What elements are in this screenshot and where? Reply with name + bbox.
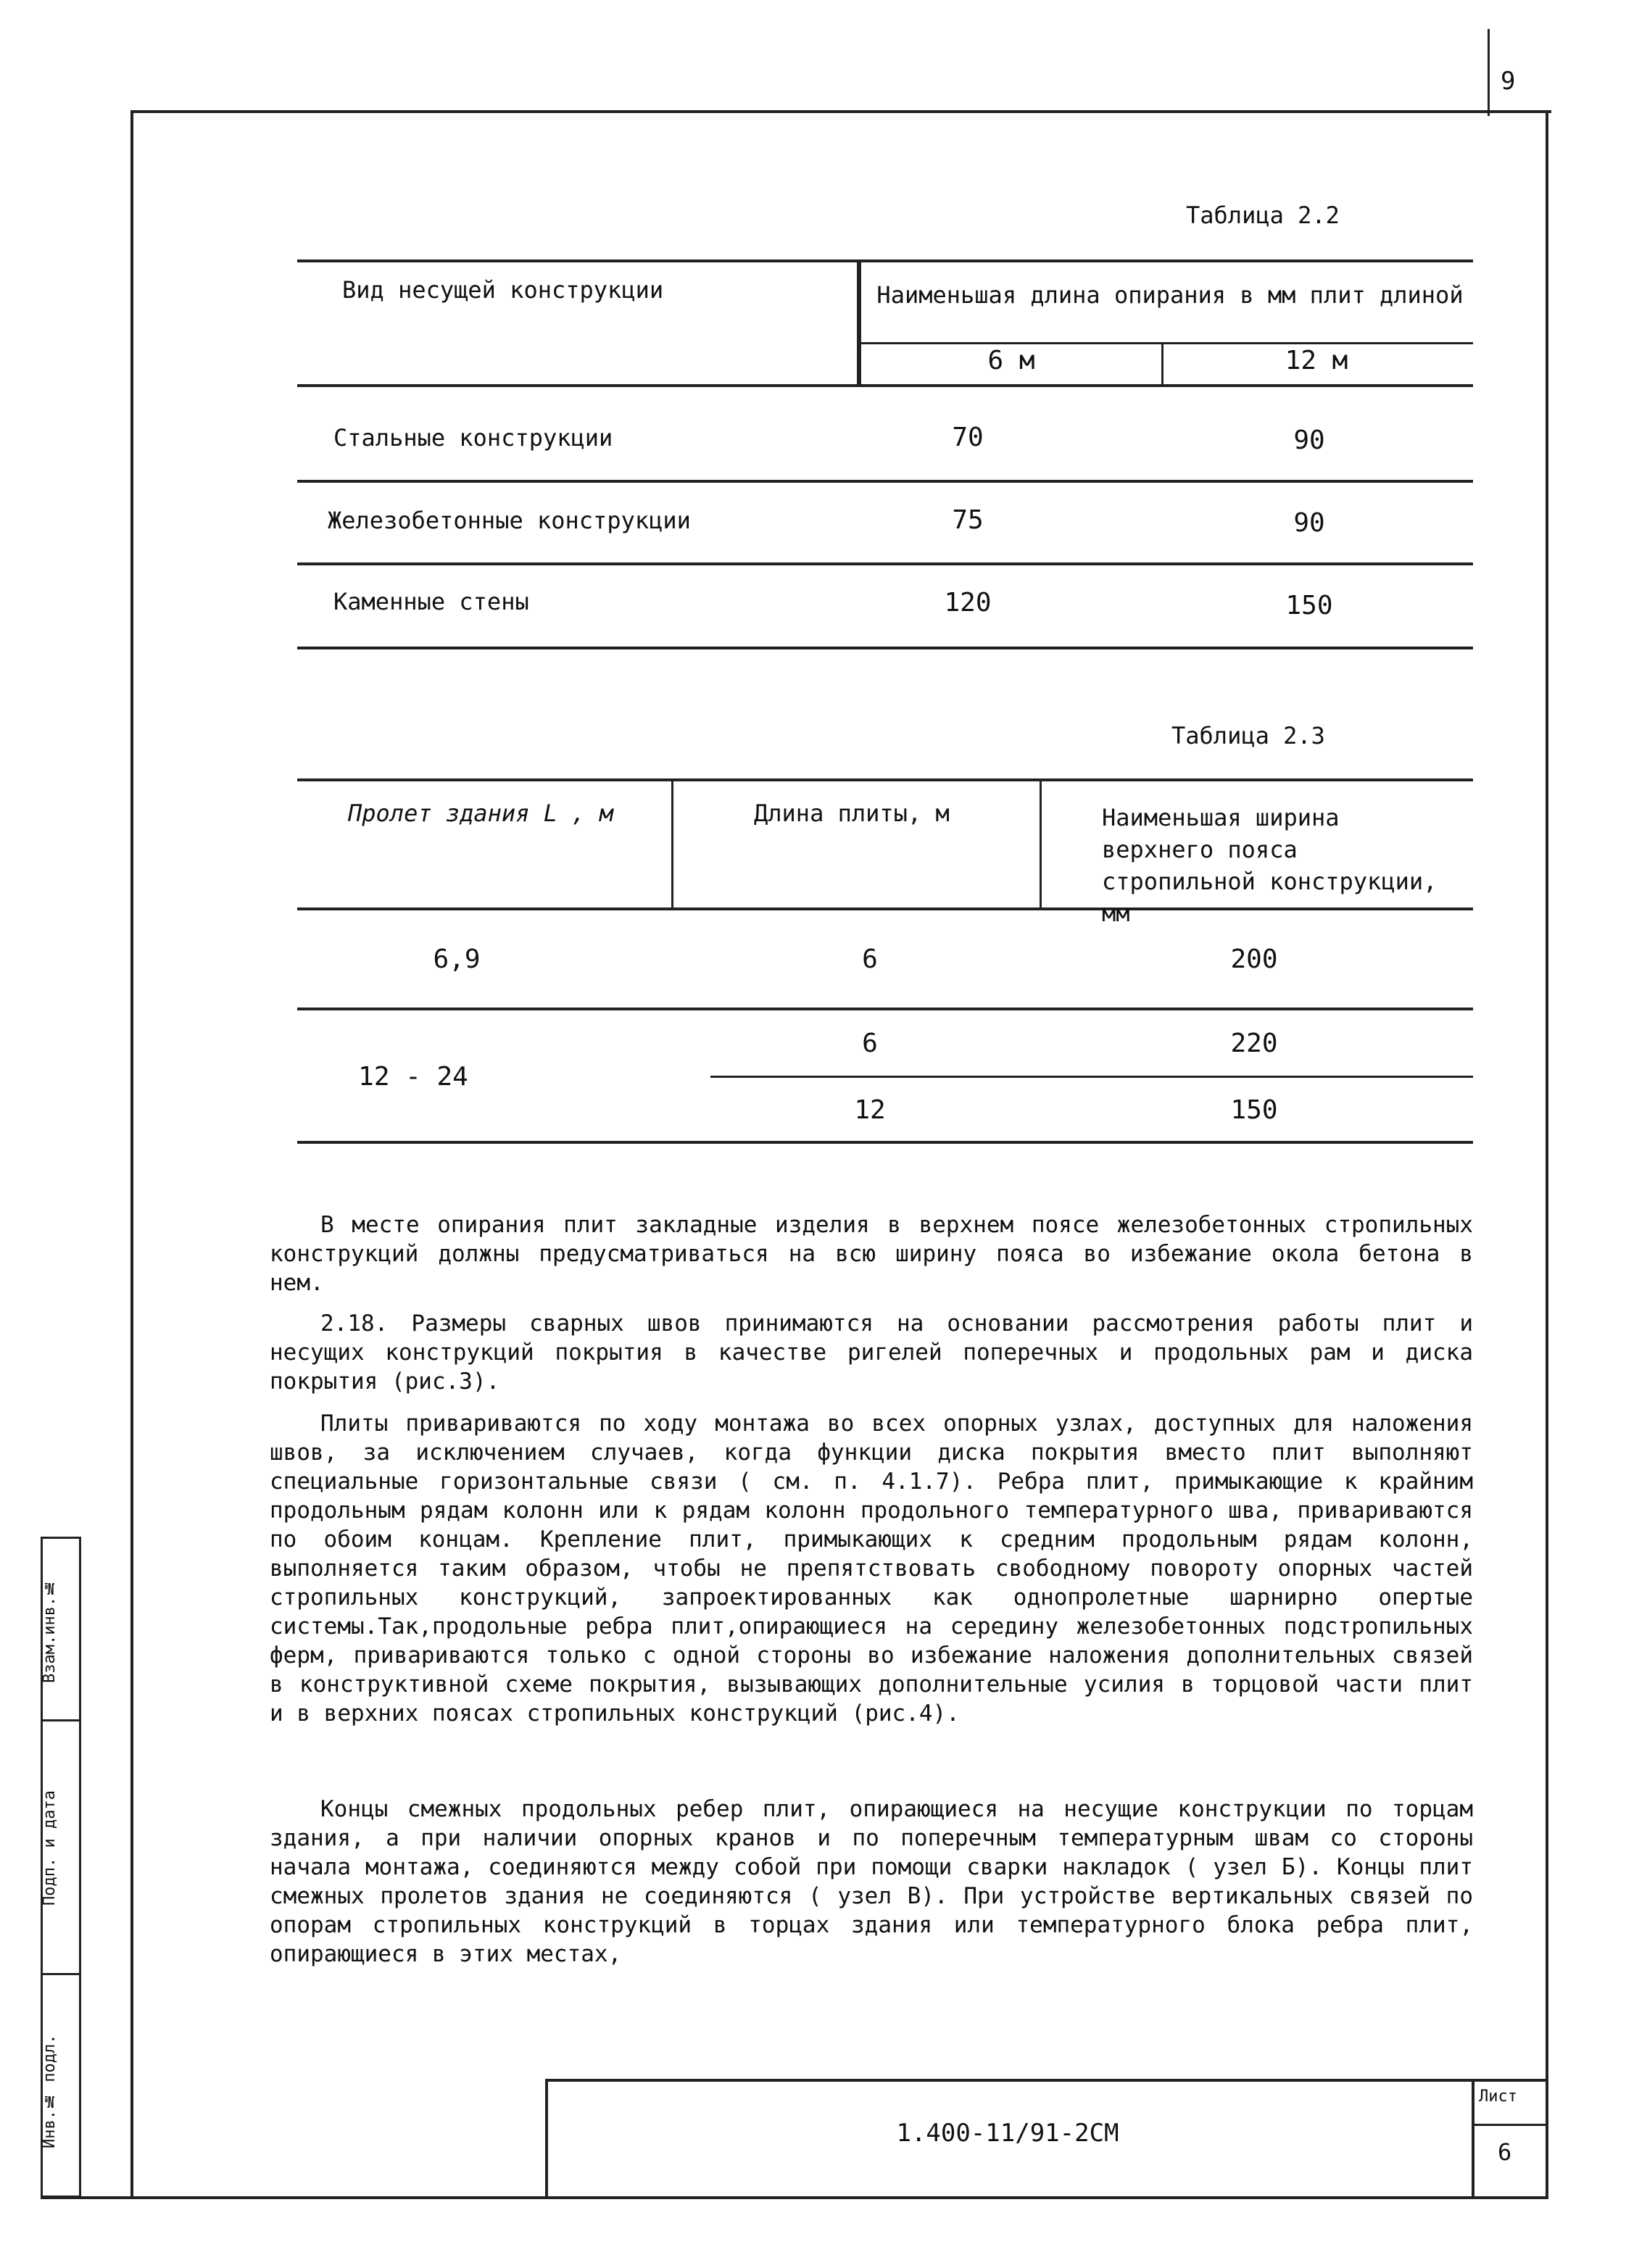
- side-label-inv: Инв.№ подл.: [41, 2034, 59, 2148]
- top-frame-line: [130, 110, 1551, 113]
- table23-header-divider-2: [1040, 778, 1042, 909]
- table22-col-min-length: Наименьшая длина опирания в мм плит длиной: [876, 281, 1464, 309]
- table22-row-v12: 150: [1285, 591, 1333, 620]
- paragraph-1: В месте опирания плит закладные изделия в верхнем поясе железобетонных стропильных конструкций должны предусматриваться на всю ширину пояса во избежание окола бетона в нем.: [270, 1212, 1473, 1296]
- sheet-number: 6: [1498, 2138, 1512, 2166]
- table22-header-divider: [857, 259, 861, 387]
- table22-row-type: Стальные конструкции: [333, 424, 613, 452]
- table23-top-rule: [297, 778, 1473, 781]
- table23-col-length: Длина плиты, м: [754, 799, 950, 827]
- stamp-sheet-rule: [1472, 2124, 1548, 2126]
- table22-col-type: Вид несущей конструкции: [342, 276, 664, 304]
- side-label-replace: Взам.инв.№: [41, 1578, 59, 1684]
- table23-row-width: 150: [1230, 1095, 1278, 1125]
- table23-row-width: 220: [1230, 1029, 1278, 1058]
- table22-caption: Таблица 2.2: [1186, 202, 1340, 229]
- paragraph-4: Концы смежных продольных ребер плит, опирающиеся на несущие конструкции по торцам здания, а при наличии опорных кранов и по поперечным температурным швам со стороны начала монтажа, соединяются между собой при помощи сварки накладок ( узел Б). Концы плит смежных пролетов здания не соединяются ( узел В). При устройстве вертикальных связей по опорам стропильных конструкций в торцах здания или температурного блока ребра плит, опирающиеся в этих местах,: [270, 1796, 1473, 1967]
- side-divider: [41, 1973, 81, 1975]
- table22-row-v12: 90: [1293, 508, 1325, 538]
- table22-row-v6: 120: [944, 588, 992, 618]
- table22-row-v6: 75: [952, 505, 984, 535]
- page-edge-line: [1488, 29, 1490, 116]
- table23-sub-rule: [710, 1076, 1473, 1078]
- table23-caption: Таблица 2.3: [1171, 722, 1325, 749]
- table23-col-width: Наименьшая ширина верхнего пояса стропильной конструкции, мм: [1102, 804, 1438, 927]
- table22-row-rule: [297, 480, 1473, 483]
- table23-row-length: 6: [862, 944, 878, 974]
- paragraph-3: Плиты привариваются по ходу монтажа во всех опорных узлах, доступных для наложения швов, за исключением случаев, когда функции диска покрытия вместо плит выполняют специальные горизонтальные связи ( см. п. 4.1.7). Ребра плит, примыкающие к крайним продольным рядам колонн или к рядам колонн продольного температурного шва, привариваются по обоим концам. Крепление плит, примыкающих к средним продольным рядам колонн, выполняется таким образом, чтобы не препятствовать свободному повороту опорных частей стропильных конструкций, запроектированных как однопролетные шарнирно опертые системы.Так,продольные ребра плит,опирающиеся на середину железобетонных подстропильных ферм, привариваются только с одной стороны во избежание наложения дополнительных связей в конструктивной схеме покрытия, вызывающих дополнительные усилия в торцовой части плит и в верхних поясах стропильных конструкций (рис.4).: [270, 1411, 1473, 1727]
- table23-row-length: 6: [862, 1029, 878, 1058]
- table22-row-type: Каменные стены: [333, 588, 529, 615]
- table22-row-type: Железобетонные конструкции: [328, 507, 691, 534]
- sheet-label: Лист: [1479, 2088, 1517, 2106]
- table22-row-v6: 70: [952, 423, 984, 452]
- table22-subheader-rule: [861, 342, 1473, 344]
- table22-row-v12: 90: [1293, 425, 1325, 455]
- side-divider: [41, 1719, 81, 1721]
- right-frame-line: [1546, 110, 1548, 2198]
- table23-row-width: 200: [1230, 944, 1278, 974]
- stamp-top-rule: [545, 2079, 1548, 2082]
- table22-row-rule: [297, 562, 1473, 565]
- doc-code: 1.400-11/91-2СМ: [896, 2119, 1119, 2148]
- bottom-frame-line: [41, 2196, 1548, 2199]
- table22-col-6: 6 м: [987, 346, 1035, 375]
- table22-header-bottom-rule: [297, 384, 1473, 387]
- table23-col-span: Пролет здания L , м: [348, 799, 614, 827]
- side-label-sign: Подп. и дата: [41, 1790, 59, 1906]
- page-number: 9: [1501, 67, 1516, 96]
- table22-top-rule: [297, 259, 1473, 262]
- table22-bottom-rule: [297, 647, 1473, 649]
- table22-col-12: 12 м: [1285, 346, 1348, 375]
- table22-subheader-divider: [1161, 342, 1163, 387]
- table23-bottom-rule: [297, 1141, 1473, 1144]
- stamp-sheet-divider: [1472, 2079, 1474, 2199]
- table23-header-divider-1: [671, 778, 673, 909]
- paragraph-2: 2.18. Размеры сварных швов принимаются на основании рассмотрения работы плит и несущих конструкций покрытия в качестве ригелей поперечных и продольных рам и диска покрытия (рис.3).: [270, 1310, 1473, 1395]
- table23-row-rule: [297, 1008, 1473, 1010]
- table23-row-span: 12 - 24: [358, 1062, 468, 1092]
- table23-row-length: 12: [854, 1095, 886, 1125]
- left-frame-line: [130, 110, 133, 2198]
- table23-row-span: 6,9: [433, 944, 481, 974]
